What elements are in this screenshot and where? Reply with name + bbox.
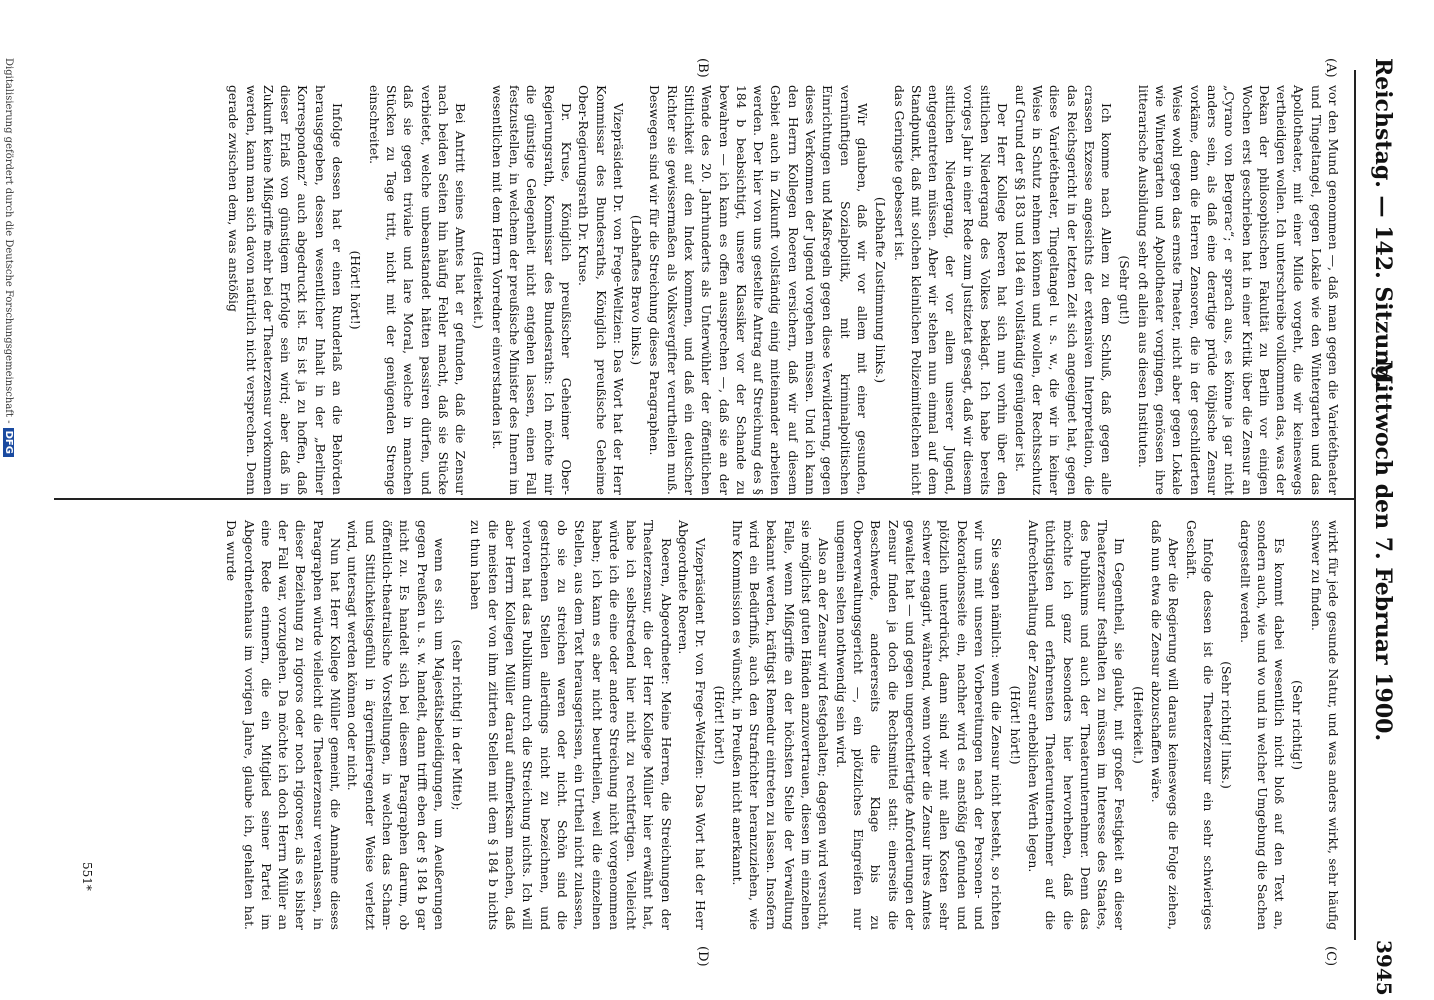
running-header	[1354, 0, 1404, 1000]
interjection: (Sehr richtig!)	[1290, 680, 1306, 770]
header-date: Mittwoch den 7. Februar 1900.	[1370, 360, 1396, 742]
interjection: (Hört! hört!)	[711, 685, 727, 765]
left-column	[225, 85, 1342, 495]
dfg-logo: DFG	[3, 428, 14, 457]
interjection: (Heiterkeit.)	[1130, 686, 1146, 764]
interjection: (sehr richtig! in der Mitte);	[450, 639, 466, 811]
interjection: (Sehr gut!)	[1117, 255, 1133, 325]
paragraph: wirkt für jede gesunde Natur, und was anders wirkt, sehr häufig schwer zu finden.	[1308, 520, 1341, 930]
sheet-number: 551*	[80, 862, 94, 891]
digitization-footer	[3, 58, 14, 457]
paragraph: Infolge dessen ist die Theaterzensur ein sehr schwieriges Geschäft.	[1183, 520, 1216, 930]
interjection: (Lebhaftes Bravo links.)	[629, 214, 645, 366]
header-session: Reichstag. — 142. Sitzung.	[1370, 58, 1396, 389]
paragraph: Also an der Zensur wird festgehalten; dagegen wird versucht, sie möglichst guten Händen anzuvertrauen, diesen im einzelnen Falle, wenn Mißgriffe an der höchsten Stelle der Verwaltung bekannt werden, kräftigst Remedur eintreten zu lassen. Insofern wird ein Bedürfniß, auch den Strafrichter heranzuziehen, wie Ihre Kommission es wünscht, in Preußen nicht anerkannt.	[729, 520, 832, 930]
paragraph: Bei Antritt seines Amtes hat er gefunden, daß die Zensur nach beiden Seiten hin häufig Fehler macht, daß sie Stücke verbietet, welche unbeanstandet hätten passiren dürfen, und daß sie gegen triviale und lare Moral, welche in manchen Stücken zu Tage tritt, nicht mit der genügenden Strenge einschreitet.	[366, 85, 469, 495]
footer-text: Digitalisierung gefördert durch die Deutsche Forschungsgemeinschaft -	[3, 58, 14, 424]
paragraph: wenn es sich um Majestätsbeleidigungen, um Aeußerungen gegen Preußen u. s. w. handelt, dann trifft eben der § 184 b gar nicht zu. Es handelt sich bei diesem Paragraphen darum, ob öffentlich-theatralische Vorstellungen, in welchen das Scham- und Sittlichkeitsgefühl in ärgernißerregender Weise verletzt wird, untersagt werden können oder nicht.	[345, 520, 447, 930]
paragraph: vor den Mund genommen —, daß man gegen die Varietétheater und Tingeltangel, gegen Lokale wie den Wintergarten und das Apollotheater, mit einer Milde vorgeht, die wir keineswegs vertheidigen wollen. Ich unterschreibe vollkommen das, was der Dekan der philosophischen Fakultät zu Berlin vor einigen Wochen erst geschrieben hat in einer Kritik über die Zensur an „Cyrano von Bergerac“; er sprach aus, es könne ja gar nicht anders sein, als daß eine derartige prüde tölpische Zensur vorkäme, denn die Herren Zensoren, die in der geschilderten Weise wohl gegen das ernste Theater, nicht aber gegen Lokale wie Wintergarten und Apollotheater vorgingen, genössen ihre litterarische Ausbildung sehr oft allein aus diesen Instituten.	[1135, 85, 1341, 495]
margin-mark-d: (D)	[695, 946, 710, 967]
paragraph: Wir glauben, daß wir vor allem mit einer gesunden, vernünftigen Sozialpolitik, mit kriminalpolitischen Einrichtungen und Maßregeln gegen diese Verwilderung, gegen dieses Verkommen der Jugend vorgehen müssen. Und ich kann den Herrn Kollegen Roeren versichern, daß wir auf diesem Gebiet auch in Zukunft vollständig einig miteinander arbeiten werden. Der hier von uns gestellte Antrag auf Streichung des § 184 b beabsichtigt, unsere Klassiker vor der Schande zu bewahren — ich kann es offen aussprechen —, daß sie an der Wende des 20. Jahrhunderts als Unterwühler der öffentlichen Sittlichkeit auf den Index kommen, und daß ein deutscher Richter sie gewissermaßen als Volksvergifter verurtheilen muß. Deswegen sind wir für die Streichung dieses Paragraphen.	[647, 85, 870, 495]
speaker-paragraph: Vizepräsident Dr. von Frege-Weltzien: Das Wort hat der Herr Abgeordnete Roeren.	[676, 520, 709, 930]
header-rule	[1354, 70, 1356, 940]
interjection: (Sehr richtig! links.)	[1219, 661, 1235, 789]
margin-mark-a: (A)	[1323, 58, 1338, 78]
page-number: 3945	[1372, 940, 1396, 996]
speaker-paragraph: Vizepräsident Dr. von Frege-Weltzien: Das Wort hat der Herr Kommissar des Bundesraths, Königlich preußische Geheime Ober-Regierungsrath Dr. Kruse.	[576, 85, 626, 495]
interjection: (Heiterkeit.)	[471, 251, 487, 329]
paragraph: Aber die Regierung will daraus keineswegs die Folge ziehen, daß nun etwa die Zensur abzuschaffen wäre.	[1149, 520, 1182, 930]
paragraph: Sie sagen nämlich: wenn die Zensur nicht besteht, so richten wir uns mit unseren Vorbereitungen nach der Personen- und Dekorationsseite ein, nachher wird es anstößig gefunden und plötzlich unterdrückt, dann sind wir mit allen Kosten sehr schwer engagirt, während, wenn vorher die Zensur ihres Amtes gewaltet hat — und gegen ungerechtfertigte Anforderungen der Zensur finden ja doch die Rechtsmittel statt: einerseits die Beschwerde, andererseits die Klage bis zu Oberverwaltungsgericht —, ein plötzliches Eingreifen nur ungemein selten nothwendig sein wird.	[833, 520, 1005, 930]
paragraph: Infolge dessen hat er einen Runderlaß an die Behörden herausgegeben, dessen wesentlicher Inhalt in der „Berliner Korrespondenz“ auch abgedruckt ist. Es ist ja zu hoffen, daß dieser Erlaß von günstigem Erfolge sein wird; aber daß in Zukunft keine Mißgriffe mehr bei der Theaterzensur vorkommen werden, kann man sich davon natürlich nicht versprechen. Denn gerade zwischen dem, was anstößig	[226, 85, 346, 495]
interjection: (Hört! hört!)	[1007, 685, 1023, 765]
interjection: (Lebhafte Zustimmung links.)	[873, 196, 889, 384]
speaker-paragraph: Dr. Kruse, Königlich preußischer Geheimer Ober-Regierungsrath, Kommissar des Bundesraths: Ich möchte mir die günstige Gelegenheit nicht entgehen lassen, einen Fall festzustellen, in welchem der preußische Minister des Innern im wesentlichen mit dem Herrn Vorredner einverstanden ist.	[489, 85, 574, 495]
column-divider	[54, 498, 1354, 500]
margin-mark-c: (C)	[1323, 946, 1338, 967]
margin-mark-b: (B)	[695, 58, 710, 78]
paragraph: Es kommt dabei wesentlich nicht bloß auf den Text an, sondern auch, wie und wo und in welcher Umgebung die Sachen dargestellt werden.	[1237, 520, 1288, 930]
speaker-paragraph: Roeren, Abgeordneter: Meine Herren, die Streichungen der Theaterzensur, die der Herr Kollege Müller hier erwähnt hat, habe ich selbstredend hier nicht zu rechtfertigen. Vielleicht würde ich die eine oder andere Streichung nicht vorgenommen haben; ich kann es aber nicht beurtheilen, weil die einzelnen Stellen, aus dem Text herausgerissen, ein Urtheil nicht zulassen, ob sie zu streichen waren oder nicht. Schön sind die gestrichenen Stellen allerdings nicht zu bezeichnen, und verloren hat das Publikum durch die Streichung nichts. Ich will aber Herrn Kollegen Müller darauf aufmerksam machen, daß die meisten der von ihm zitirten Stellen mit dem § 184 b nichts zu thun haben	[468, 520, 674, 930]
paragraph: Nun hat Herr Kollege Müller gemeint, die Annahme dieses Paragraphen würde vielleicht die Theaterzensur veranlassen, in dieser Beziehung zu rigoros oder noch rigoroser, als es bisher der Fall war, vorzugehen. Da möchte ich doch Herrn Müller an eine Rede erinnern, die ein Mitglied seiner Partei im Abgeordnetenhaus im vorigen Jahre, glaube ich, gehalten hat. Da wurde	[224, 520, 344, 930]
paragraph: Im Gegentheil, sie glaubt, mit großer Festigkeit an dieser Theaterzensur festhalten zu müssen im Interesse des Staates, des Publikums und auch der Theaterunternehmer. Denn das möchte ich ganz besonders hier hervorheben, daß die tüchtigsten und erfahrensten Theaterunternehmer auf die Aufrechterhaltung der Zensur erheblichen Werth legen.	[1025, 520, 1128, 930]
paragraph: Der Herr Kollege Roeren hat sich nun vorhin über den sittlichen Niedergang des Volkes beklagt. Ich habe bereits voriges Jahr in einer Rede zum Justizetat gesagt, daß wir diesem sittlichen Niedergang, der vor allem unserer Jugend, entgegentreten müssen. Aber wir stehen nun einmal auf dem Standpunkt, daß mit solchen kleinlichen Polizeimittelchen nicht das Geringste gebessert ist.	[891, 85, 1011, 495]
paragraph: Ich komme nach Allem zu dem Schluß, daß gegen alle crassen Exzesse angesichts der extensiven Interpretation, die das Reichsgericht in der letzten Zeit sich angeeignet hat, gegen diese Varietétheater, Tingeltangel u. s. w., die wir in keiner Weise in Schutz nehmen können und wollen, der Rechtsschutz auf Grund der §§ 183 und 184 ein vollständig genügender ist.	[1012, 85, 1115, 495]
interjection: (Hört! hört!)	[348, 250, 364, 330]
right-column	[223, 520, 1342, 930]
